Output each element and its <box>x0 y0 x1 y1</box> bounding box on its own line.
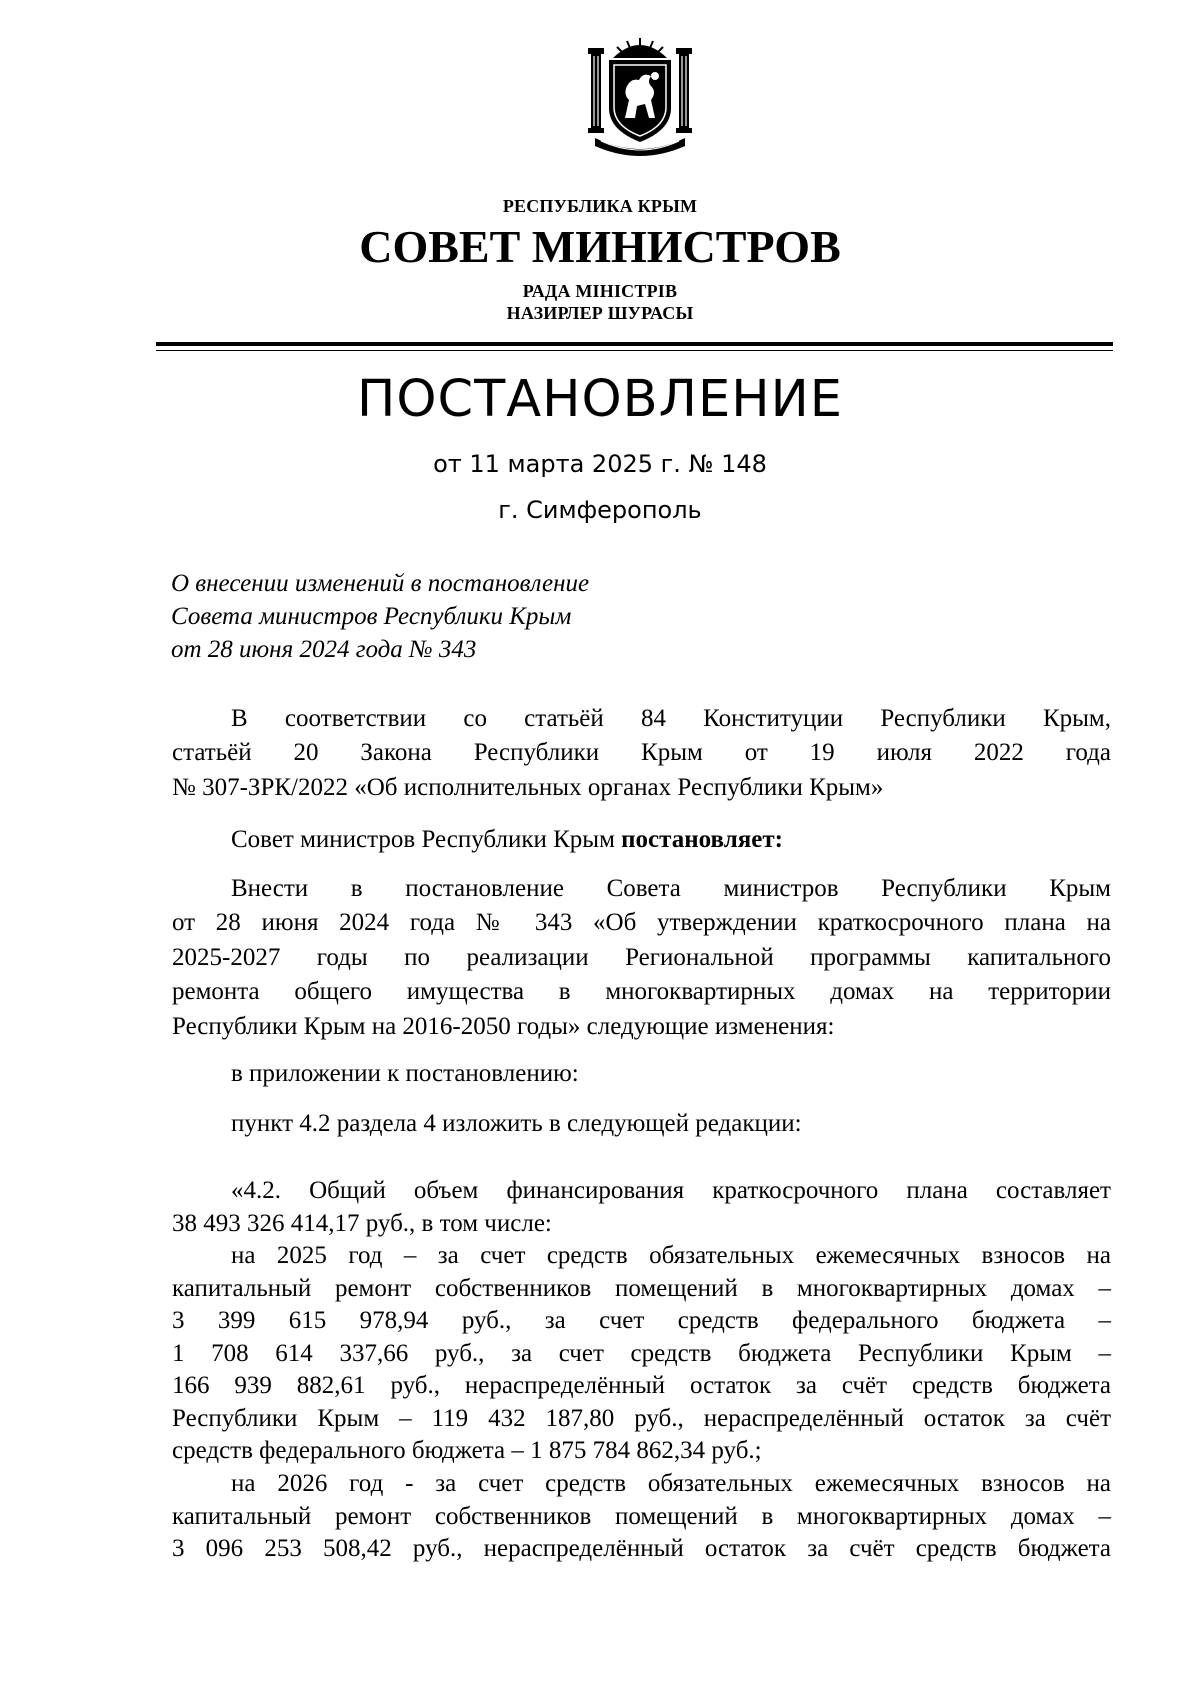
coat-of-arms-emblem <box>585 38 695 156</box>
paragraph-line: 2025-2027 годы по реализации Региональной программы капитального <box>172 943 1111 971</box>
paragraph-line: В соответствии со статьёй 84 Конституции Республики Крым, <box>231 705 1111 732</box>
paragraph-line: 38 493 326 414,17 руб., в том числе: <box>172 1209 552 1237</box>
paragraph-line: 166 939 882,61 руб., нераспределённый остаток за счёт средств бюджета <box>172 1372 1111 1399</box>
paragraph-line <box>172 823 1111 857</box>
paragraph-amend <box>172 872 1111 1044</box>
paragraph-appendix <box>172 1057 1111 1091</box>
paragraph-line: Внести в постановление Совета министров Республики Крым <box>231 875 1111 902</box>
header-council: СОВЕТ МИНИСТРОВ <box>359 221 841 272</box>
paragraph-line: средств федерального бюджета – 1 875 784 862,34 руб.; <box>172 1437 762 1464</box>
paragraph-line: Республики Крым на 2016-2050 годы» следующие изменения: <box>172 1012 835 1040</box>
resolves-text: Совет министров Республики Крым <box>231 826 622 853</box>
paragraph-line: в приложении к постановлению: <box>231 1060 579 1087</box>
paragraph-line: ремонта общего имущества в многоквартирных домах на территории <box>172 978 1111 1006</box>
paragraph-line: 3 096 253 508,42 руб., нераспределённый остаток за счёт средств бюджета <box>172 1535 1111 1562</box>
paragraph-line: 3 399 615 978,94 руб., за счет средств федерального бюджета – <box>172 1307 1111 1334</box>
header-divider-thin <box>156 350 1113 351</box>
document-title-line: от 28 июня 2024 года № 343 <box>171 636 477 663</box>
resolves-keyword: постановляет: <box>621 826 783 853</box>
header-republic: РЕСПУБЛИКА КРЫМ <box>502 196 698 216</box>
paragraph-funding-2025 <box>172 1240 1111 1468</box>
paragraph-line: от 28 июня 2024 года № 343 «Об утверждении краткосрочного плана на <box>172 909 1111 937</box>
paragraph-funding-2026 <box>172 1468 1111 1566</box>
document-title-line: Совета министров Республики Крым <box>171 603 572 630</box>
header-council-crimean-tatar: НАЗИРЛЕР ШУРАСЫ <box>506 303 694 323</box>
paragraph-legal-basis <box>172 702 1111 805</box>
paragraph-line: «4.2. Общий объем финансирования краткосрочного плана составляет <box>231 1177 1111 1204</box>
paragraph-line: пункт 4.2 раздела 4 изложить в следующей редакции: <box>231 1110 802 1137</box>
document-title-line: О внесении изменений в постановление <box>171 570 590 597</box>
header-council-ukrainian: РАДА МІНІСТРІВ <box>522 281 678 301</box>
document-type: ПОСТАНОВЛЕНИЕ <box>357 370 843 429</box>
paragraph-line: капитальный ремонт собственников помещений в многоквартирных домах – <box>172 1274 1111 1302</box>
paragraph-line: капитальный ремонт собственников помещений в многоквартирных домах – <box>172 1502 1111 1530</box>
header-divider-thick <box>156 342 1113 346</box>
paragraph-clause <box>172 1107 1111 1141</box>
paragraph-line: Республики Крым – 119 432 187,80 руб., нераспределённый остаток за счёт <box>172 1404 1111 1432</box>
paragraph-line: статьёй 20 Закона Республики Крым от 19 июля 2022 года <box>172 739 1111 767</box>
paragraph-line: на 2026 год - за счет средств обязательных ежемесячных взносов на <box>231 1470 1111 1497</box>
paragraph-line: 1 708 614 337,66 руб., за счет средств бюджета Республики Крым – <box>172 1339 1111 1367</box>
document-date-number: от 11 марта 2025 г. № 148 <box>433 450 767 478</box>
paragraph-line: на 2025 год – за счет средств обязательных ежемесячных взносов на <box>231 1242 1111 1269</box>
paragraph-resolves <box>172 823 1111 857</box>
paragraph-line: № 307-ЗРК/2022 «Об исполнительных органах Республики Крым» <box>172 773 884 801</box>
paragraph-total-funding <box>172 1175 1111 1240</box>
document-city: г. Симферополь <box>498 496 702 524</box>
